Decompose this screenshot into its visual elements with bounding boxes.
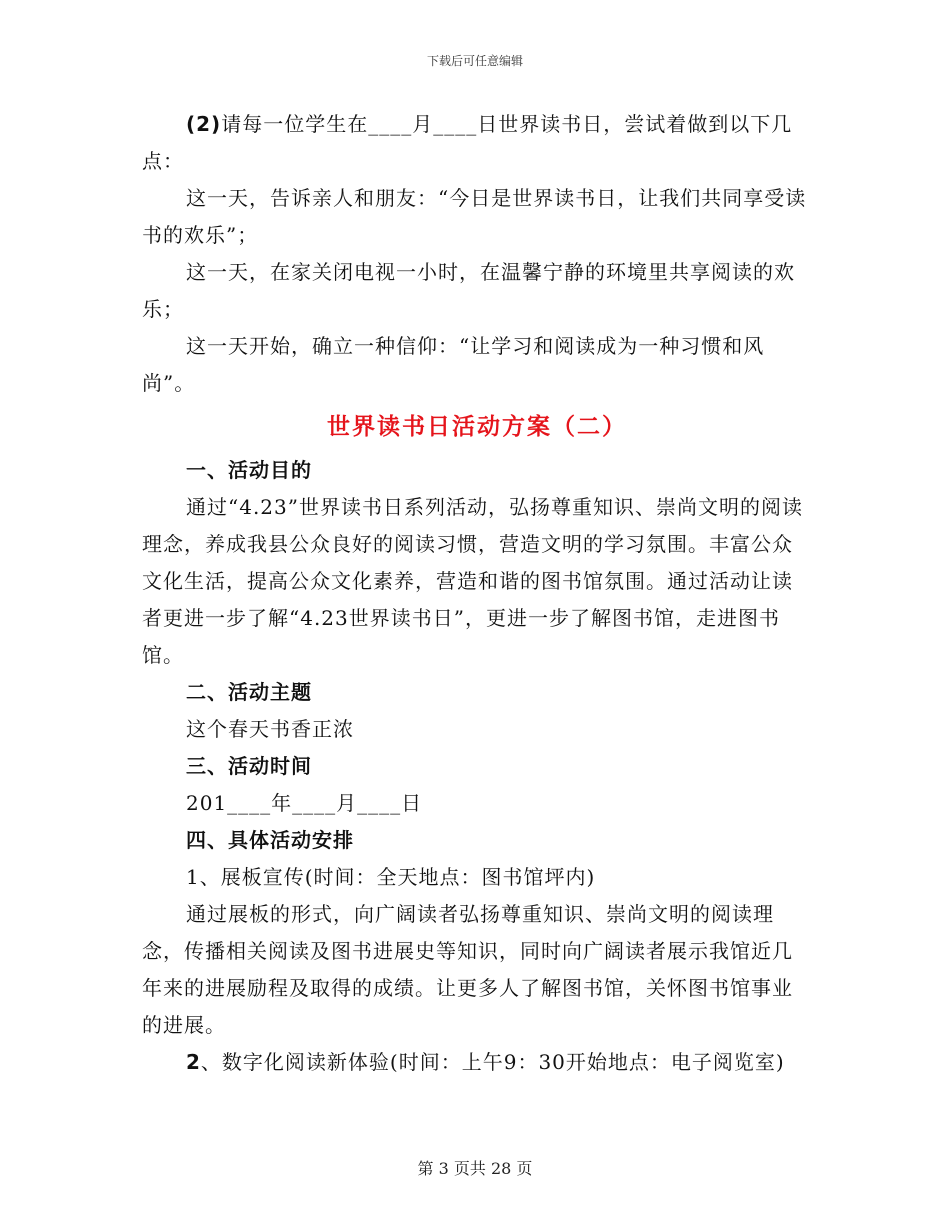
section-heading-theme: 二、活动主题: [186, 680, 312, 704]
arrangement-item-1-body: 通过展板的形式，向广阔读者弘扬尊重知识、崇尚文明的阅读理念，传播相关阅读及图书进展史等知识，同时向广阔读者展示我馆近几年来的进展励程及取得的成绩。让更多人了解图书馆，关怀图书馆事业的进展。: [142, 902, 793, 1037]
page-header-note: 下载后可任意编辑: [426, 54, 523, 68]
arrangement-item-2-title-text: 、数字化阅读新体验(时间：上午9：30开始地点：电子阅览室): [200, 1050, 785, 1074]
document-body: [142, 106, 812, 1081]
arrangement-item-2-number: 2: [186, 1050, 201, 1074]
section-body-time: 201____年____月____日: [186, 791, 423, 815]
section-body-purpose: 通过“4.23”世界读书日系列活动，弘扬尊重知识、崇尚文明的阅读理念，养成我县公众良好的阅读习惯，营造文明的学习氛围。丰富公众文化生活，提高公众文化素养，营造和谐的图书馆氛围。通过活动让读者更进一步了解“4.23世界读书日”，更进一步了解图书馆，走进图书馆。: [142, 495, 803, 667]
intro-paragraph-1-text: 请每一位学生在____月____日世界读书日，尝试着做到以下几点：: [142, 112, 793, 173]
intro-paragraph-3: 这一天，在家关闭电视一小时，在温馨宁静的环境里共享阅读的欢乐；: [142, 260, 795, 321]
section-heading-arrangement: 四、具体活动安排: [186, 828, 354, 852]
page-number: 第 3 页共 28 页: [417, 1159, 533, 1178]
intro-paragraph-4: 这一天开始，确立一种信仰：“让学习和阅读成为一种习惯和风尚”。: [142, 334, 765, 395]
intro-paragraph-2: 这一天，告诉亲人和朋友：“今日是世界读书日，让我们共同享受读书的欢乐”；: [142, 186, 807, 247]
intro-paragraph-1: [142, 106, 812, 180]
section-heading-time: 三、活动时间: [186, 754, 312, 778]
intro-item-number: (2): [186, 112, 222, 136]
arrangement-item-2-title: [142, 1044, 812, 1081]
document-title: 世界读书日活动方案（二）: [327, 414, 627, 440]
arrangement-item-1-title: 1、展板宣传(时间：全天地点：图书馆坪内): [186, 865, 596, 889]
section-body-theme: 这个春天书香正浓: [186, 717, 354, 741]
section-heading-purpose: 一、活动目的: [186, 458, 312, 482]
